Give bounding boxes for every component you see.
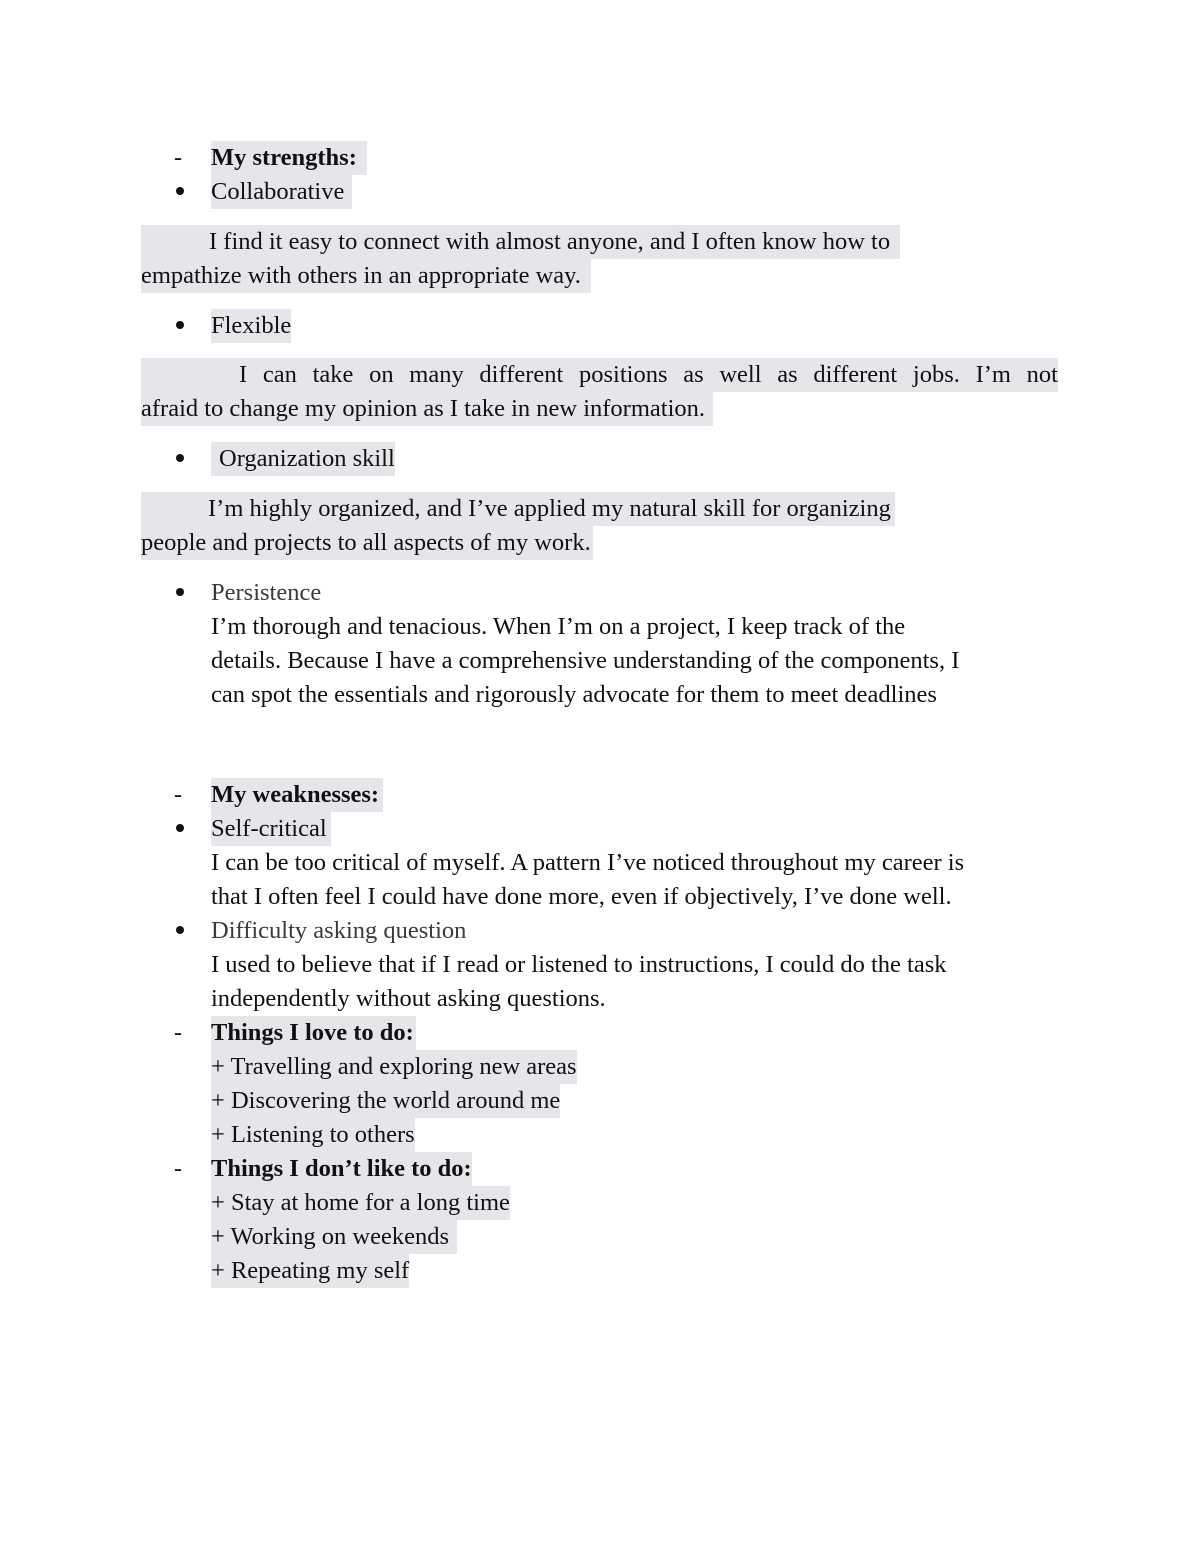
love-item: + Listening to others [211,1118,415,1152]
strength-desc-organization-line1: I’m highly organized, and I’ve applied my natural skill for organizing [208,492,895,526]
strength-desc-persistence-line2: details. Because I have a comprehensive understanding of the components, I [211,647,960,674]
weakness-desc-asking-questions-line1: I used to believe that if I read or listened to instructions, I could do the task [211,951,947,978]
dislikes-heading: Things I don’t like to do: [211,1152,472,1186]
strength-desc-collaborative-line1: I find it easy to connect with almost anyone, and I often know how to [209,225,900,259]
weakness-desc-self-critical-line2: that I often feel I could have done more, even if objectively, I’ve done well. [211,883,952,910]
strength-title-flexible: Flexible [211,309,291,343]
strength-desc-persistence-line1: I’m thorough and tenacious. When I’m on a project, I keep track of the [211,613,906,640]
weakness-title-asking-questions: Difficulty asking question [211,917,467,944]
love-item: + Discovering the world around me [211,1084,560,1118]
bullet-icon [176,454,184,462]
indent-highlight [141,225,211,259]
strength-title-organization: Organization skill [211,442,395,476]
bullet-icon [176,321,184,329]
dislike-item: + Stay at home for a long time [211,1186,510,1220]
strengths-heading: My strengths: [211,141,367,175]
strength-desc-organization-line2: people and projects to all aspects of my work. [141,526,593,560]
dash-marker: - [174,1156,182,1182]
dislike-item: + Working on weekends [211,1220,457,1254]
dislike-item: + Repeating my self [211,1254,409,1288]
dash-marker: - [174,782,182,808]
weakness-desc-asking-questions-line2: independently without asking questions. [211,985,606,1012]
loves-heading: Things I love to do: [211,1016,416,1050]
bullet-icon [176,824,184,832]
strength-title-collaborative: Collaborative [211,175,352,209]
bullet-icon [176,187,184,195]
indent-highlight [141,492,209,526]
strength-desc-flexible-line1: I can take on many different positions as well as different jobs. I’m not [239,361,1058,388]
bullet-icon [176,926,184,934]
love-item: + Travelling and exploring new areas [211,1050,577,1084]
weakness-title-self-critical: Self-critical [211,812,331,846]
weaknesses-heading: My weaknesses: [211,778,383,812]
strength-title-persistence: Persistence [211,579,322,606]
bullet-icon [176,588,184,596]
dash-marker: - [174,1020,182,1046]
strength-desc-flexible-line2: afraid to change my opinion as I take in new information. [141,392,713,426]
strength-desc-persistence-line3: can spot the essentials and rigorously advocate for them to meet deadlines [211,681,937,708]
dash-marker: - [174,145,182,171]
weakness-desc-self-critical-line1: I can be too critical of myself. A pattern I’ve noticed throughout my career is [211,849,965,876]
strength-desc-collaborative-line2: empathize with others in an appropriate way. [141,259,591,293]
